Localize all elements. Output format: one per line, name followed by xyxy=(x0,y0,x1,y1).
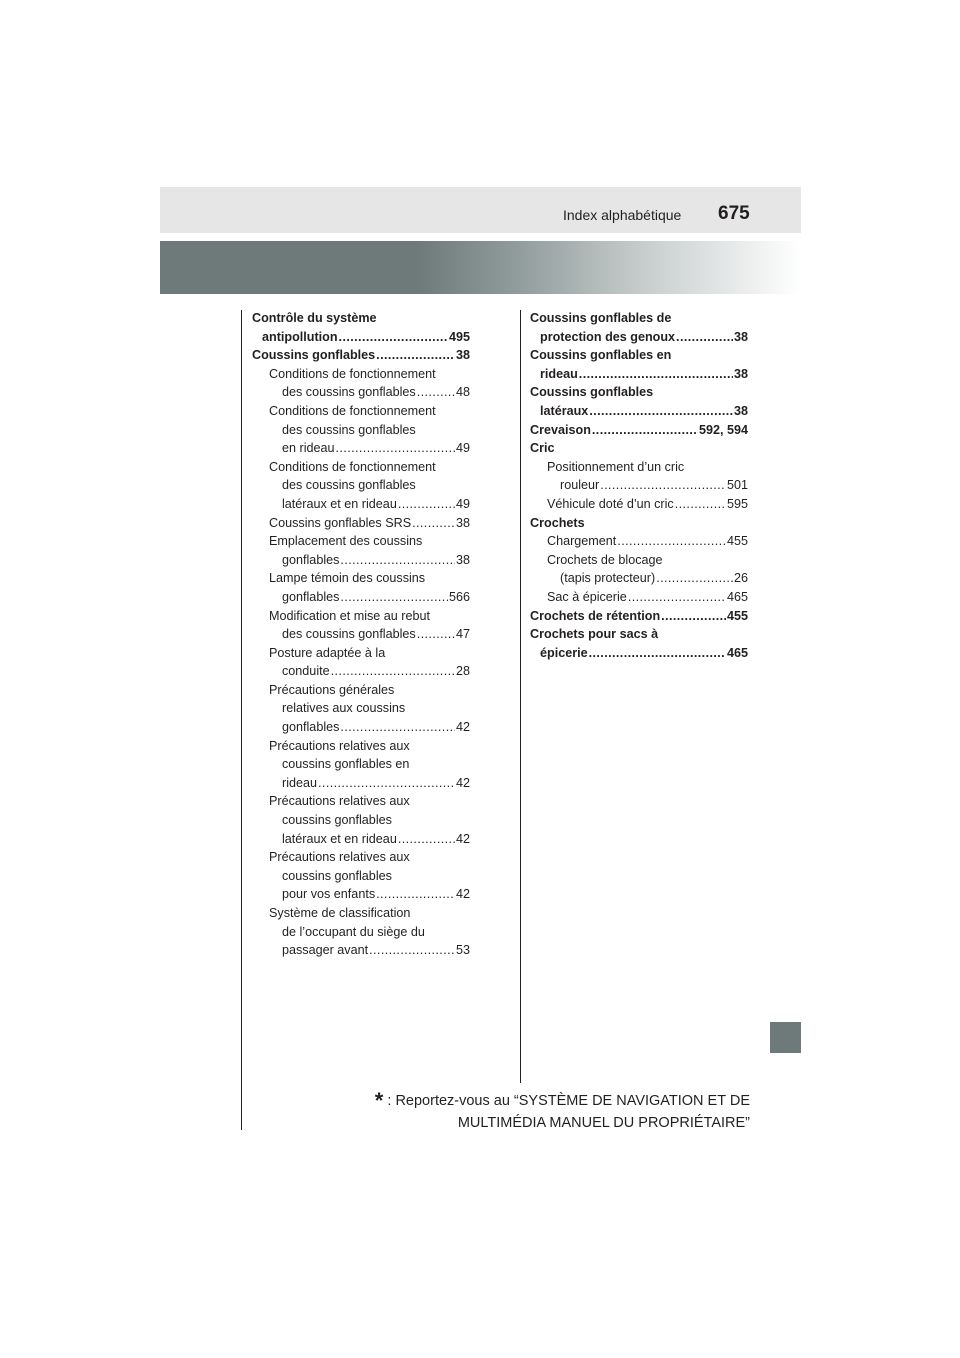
page-reference: 53 xyxy=(455,943,470,958)
dot-leader xyxy=(628,588,726,607)
dot-leader xyxy=(661,607,726,626)
index-term: Coussins gonflables SRS xyxy=(269,515,412,530)
dot-leader xyxy=(340,718,455,737)
index-entry xyxy=(252,309,470,346)
dot-leader xyxy=(579,365,733,384)
index-term: protection des genoux xyxy=(540,329,676,344)
index-entry-line xyxy=(269,383,470,402)
page-reference: 38 xyxy=(455,348,470,363)
header-gradient-band xyxy=(160,241,801,294)
index-term: Emplacement des coussins xyxy=(269,534,423,549)
page-reference: 38 xyxy=(733,403,748,418)
index-term: conduite xyxy=(282,664,330,679)
index-entry-line xyxy=(269,625,470,644)
index-entry xyxy=(530,439,748,458)
index-term: latéraux et en rideau xyxy=(282,831,397,846)
page-reference: 42 xyxy=(455,720,470,735)
index-entry-line xyxy=(530,421,748,440)
index-entry-line xyxy=(269,718,470,737)
index-term: passager avant xyxy=(282,943,369,958)
index-entry xyxy=(252,365,470,402)
index-entry-line xyxy=(530,644,748,663)
dot-leader xyxy=(589,402,733,421)
page-reference: 38 xyxy=(733,329,748,344)
index-entry xyxy=(530,346,748,383)
index-entry-line xyxy=(269,941,470,960)
section-title: Index alphabétique xyxy=(563,207,682,223)
dot-leader xyxy=(676,328,733,347)
index-entry-line xyxy=(252,346,470,365)
index-entry-line xyxy=(547,532,748,551)
dot-leader xyxy=(398,495,455,514)
index-term: Modification et mise au rebut xyxy=(269,608,431,623)
index-entry xyxy=(530,551,748,588)
index-term: Système de classification xyxy=(269,906,411,920)
index-term: en rideau xyxy=(282,441,335,456)
index-term: coussins gonflables xyxy=(282,813,392,828)
index-term: latéraux xyxy=(540,403,589,418)
index-term: Cric xyxy=(530,441,555,456)
chapter-tab xyxy=(770,1022,801,1053)
page-reference: 465 xyxy=(726,589,748,604)
index-term: Coussins gonflables xyxy=(530,385,654,400)
page-reference: 465 xyxy=(726,645,748,660)
dot-leader xyxy=(318,774,455,793)
index-entry-line xyxy=(530,607,748,626)
page-reference: 42 xyxy=(455,831,470,846)
dot-leader xyxy=(339,328,448,347)
index-term: pour vos enfants xyxy=(282,887,376,902)
index-entry xyxy=(530,458,748,495)
index-term: Conditions de fonctionnement xyxy=(269,366,436,381)
index-entry xyxy=(252,607,470,644)
index-term: coussins gonflables en xyxy=(282,757,410,772)
index-entry xyxy=(252,904,470,960)
index-entry xyxy=(530,607,748,626)
footnote xyxy=(352,1090,750,1134)
index-term: Chargement xyxy=(547,534,617,549)
page-reference: 42 xyxy=(455,775,470,790)
index-term: des coussins gonflables xyxy=(282,627,416,642)
page-reference: 566 xyxy=(448,589,470,604)
index-entry xyxy=(530,495,748,514)
index-entry xyxy=(530,421,748,440)
page-reference: 38 xyxy=(455,552,470,567)
index-entry-line xyxy=(269,885,470,904)
index-term: gonflables xyxy=(282,589,340,604)
index-term: de l’occupant du siège du xyxy=(282,924,425,939)
index-term: latéraux et en rideau xyxy=(282,496,397,511)
index-entry-line xyxy=(530,365,748,384)
index-term: Positionnement d’un cric xyxy=(547,459,685,474)
dot-leader xyxy=(376,885,455,904)
index-entry xyxy=(530,309,748,346)
index-term: rideau xyxy=(282,775,318,790)
index-entry-line xyxy=(269,495,470,514)
page-reference: 38 xyxy=(455,515,470,530)
page-reference: 49 xyxy=(455,441,470,456)
index-term: Conditions de fonctionnement xyxy=(269,403,436,418)
index-entry-line xyxy=(547,588,748,607)
index-term: coussins gonflables xyxy=(282,868,392,883)
index-term: Précautions relatives aux xyxy=(269,794,410,809)
page-reference: 26 xyxy=(733,571,748,586)
dot-leader xyxy=(376,346,455,365)
index-term: des coussins gonflables xyxy=(282,422,416,437)
page-reference: 595 xyxy=(726,496,748,511)
index-entry-line xyxy=(269,551,470,570)
index-entry-line xyxy=(269,588,470,607)
page-reference: 28 xyxy=(455,664,470,679)
page-number: 675 xyxy=(718,203,750,224)
index-entry xyxy=(530,383,748,420)
dot-leader xyxy=(589,644,726,663)
index-entry xyxy=(530,625,748,662)
index-term: Coussins gonflables xyxy=(252,348,376,363)
index-term: Crevaison xyxy=(530,422,591,437)
index-entry xyxy=(252,737,470,793)
index-entry-line xyxy=(269,774,470,793)
index-entry-line xyxy=(530,402,748,421)
index-entry xyxy=(252,346,470,365)
index-entry xyxy=(530,514,748,533)
header-bar xyxy=(160,187,801,233)
index-entry xyxy=(252,532,470,569)
page-reference: 455 xyxy=(726,608,748,623)
index-term: rouleur xyxy=(560,478,600,493)
index-entry-line xyxy=(547,495,748,514)
index-column-right xyxy=(530,309,748,662)
index-entry xyxy=(252,514,470,533)
page-reference: 592, 594 xyxy=(698,422,748,437)
index-term: Conditions de fonctionnement xyxy=(269,459,436,474)
index-entry-line xyxy=(547,476,748,495)
index-term: Sac à épicerie xyxy=(547,589,627,604)
index-term: Précautions générales xyxy=(269,682,395,697)
index-entry xyxy=(252,644,470,681)
dot-leader xyxy=(656,569,733,588)
index-term: Crochets de blocage xyxy=(547,552,663,567)
dot-leader xyxy=(417,625,455,644)
dot-leader xyxy=(412,514,455,533)
index-term: Crochets xyxy=(530,515,585,530)
page-reference: 42 xyxy=(455,887,470,902)
index-entry xyxy=(252,848,470,904)
footnote-line-2: MULTIMÉDIA MANUEL DU PROPRIÉTAIRE” xyxy=(457,1115,750,1131)
index-term: Crochets pour sacs à xyxy=(530,627,659,642)
index-entry-line xyxy=(269,662,470,681)
footnote-line-1: * : Reportez-vous au “SYSTÈME DE NAVIGATION ET DE xyxy=(374,1088,750,1113)
index-term: relatives aux coussins xyxy=(282,701,406,716)
index-term: rideau xyxy=(540,366,578,381)
dot-leader xyxy=(592,421,698,440)
dot-leader xyxy=(398,830,455,849)
dot-leader xyxy=(340,588,448,607)
index-term: Posture adaptée à la xyxy=(269,645,386,660)
index-entry xyxy=(252,792,470,848)
index-term: Contrôle du système xyxy=(252,311,377,325)
dot-leader xyxy=(369,941,455,960)
column-divider xyxy=(520,310,521,1083)
index-term: Précautions relatives aux xyxy=(269,738,410,753)
index-term: antipollution xyxy=(262,329,338,344)
index-term: Précautions relatives aux xyxy=(269,850,410,865)
index-term: Crochets de rétention xyxy=(530,608,661,623)
dot-leader xyxy=(417,383,455,402)
dot-leader xyxy=(336,439,455,458)
index-entry-line xyxy=(252,328,470,347)
index-entry-line xyxy=(269,514,470,533)
left-margin-rule xyxy=(241,310,242,1130)
index-term: gonflables xyxy=(282,552,340,567)
index-entry xyxy=(252,681,470,737)
index-entry-line xyxy=(530,328,748,347)
index-term: Coussins gonflables de xyxy=(530,311,672,325)
page-reference: 48 xyxy=(455,385,470,400)
index-entry xyxy=(530,588,748,607)
index-column-left xyxy=(252,309,470,960)
index-entry xyxy=(252,458,470,514)
dot-leader xyxy=(675,495,726,514)
page-reference: 455 xyxy=(726,534,748,549)
page-reference: 38 xyxy=(733,366,748,381)
index-entry xyxy=(530,532,748,551)
index-term: (tapis protecteur) xyxy=(560,571,656,586)
index-term: Coussins gonflables en xyxy=(530,348,672,363)
page-reference: 495 xyxy=(448,329,470,344)
index-entry-line xyxy=(269,830,470,849)
index-entry-line xyxy=(269,439,470,458)
index-entry xyxy=(252,402,470,458)
index-term: gonflables xyxy=(282,720,340,735)
index-term: Véhicule doté d’un cric xyxy=(547,496,674,511)
dot-leader xyxy=(617,532,726,551)
dot-leader xyxy=(340,551,455,570)
page-reference: 501 xyxy=(726,478,748,493)
footnote-marker: * xyxy=(374,1088,384,1113)
index-entry-line xyxy=(547,569,748,588)
dot-leader xyxy=(600,476,726,495)
index-term: Lampe témoin des coussins xyxy=(269,571,426,586)
index-term: des coussins gonflables xyxy=(282,478,416,493)
page-reference: 47 xyxy=(455,627,470,642)
index-entry xyxy=(252,569,470,606)
page-reference: 49 xyxy=(455,496,470,511)
dot-leader xyxy=(331,662,455,681)
index-term: des coussins gonflables xyxy=(282,385,416,400)
index-term: épicerie xyxy=(540,645,588,660)
